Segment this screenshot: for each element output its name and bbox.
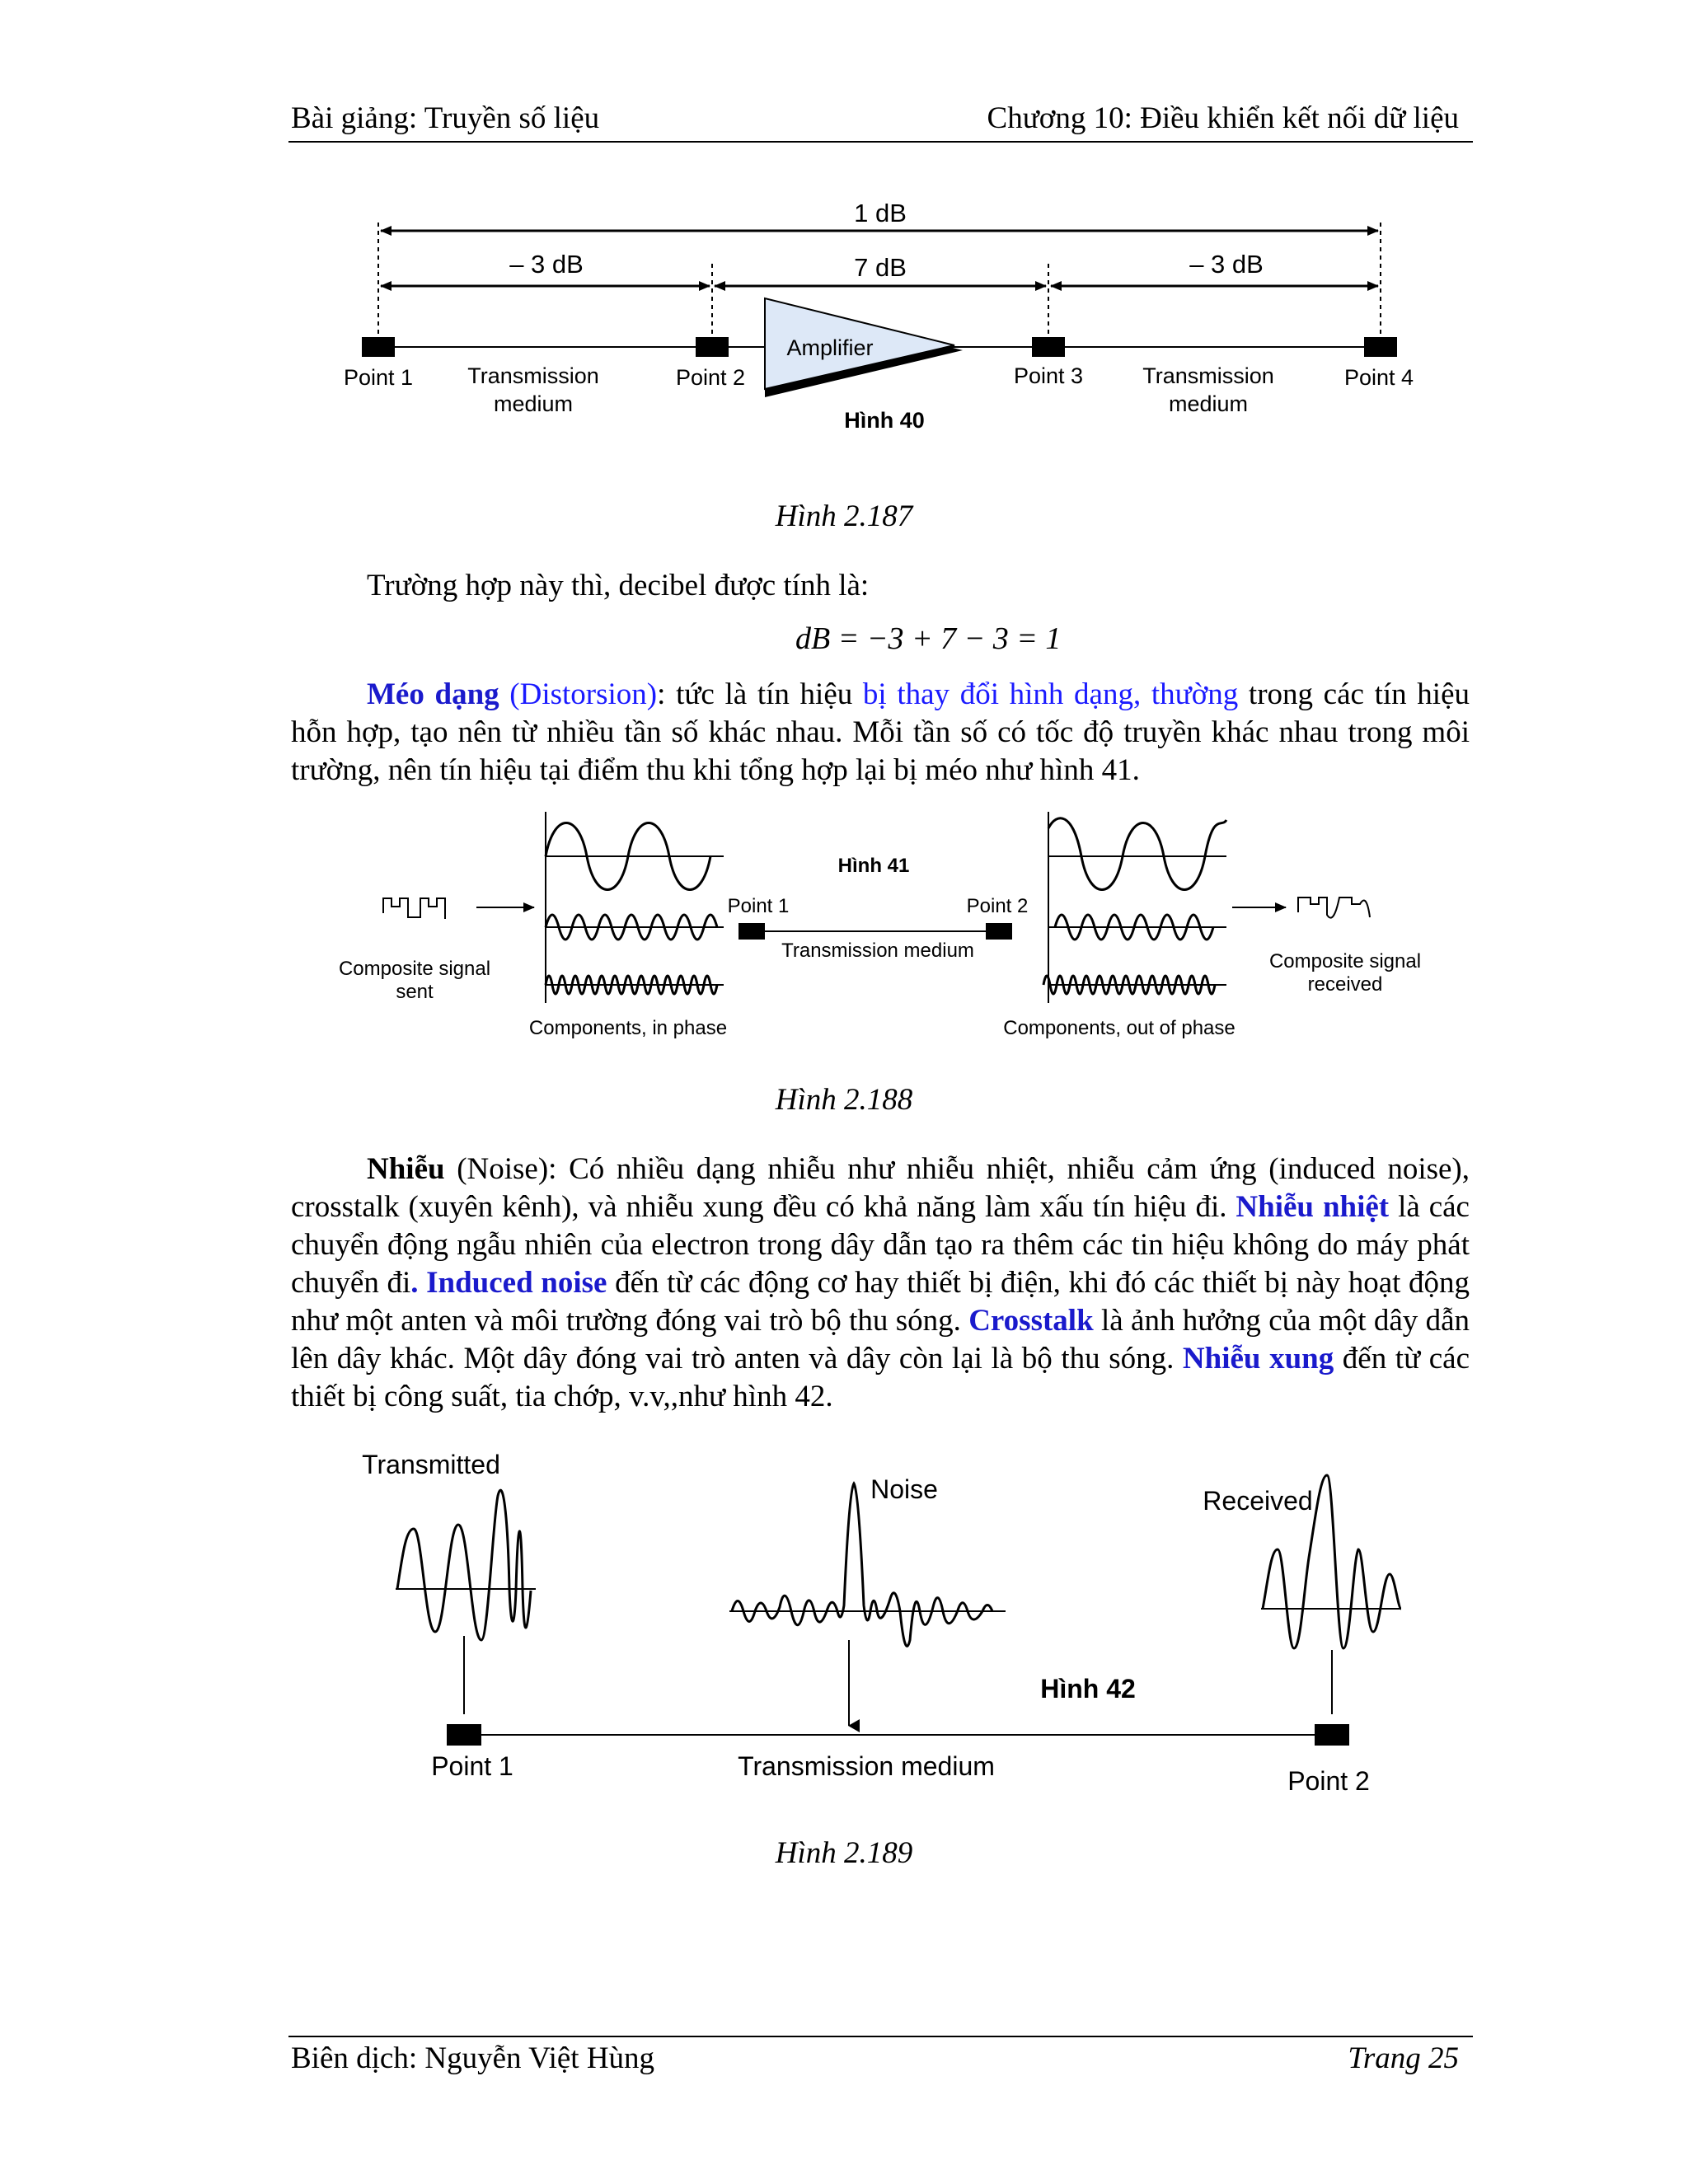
- fig41-point-1-block: [738, 923, 765, 940]
- decibel-intro-text: Trường hợp này thì, decibel được tính là:: [367, 569, 870, 602]
- point-3-block: [1032, 337, 1065, 357]
- sent-label-line1: Composite signal: [338, 958, 491, 980]
- footer-translator: Biên dịch: Nguyễn Việt Hùng: [291, 2041, 655, 2075]
- paragraph-decibel-intro: [291, 567, 1470, 605]
- distortion-highlight: bị thay đổi hình dạng, thường: [862, 677, 1239, 711]
- header-rule: [288, 141, 1473, 143]
- figure-41-label: Hình 41: [837, 855, 910, 877]
- fig42-point-2-block: [1315, 1724, 1349, 1746]
- point-4-label: Point 4: [1343, 365, 1414, 390]
- medium-left-line1: Transmission: [467, 363, 599, 388]
- paragraph-distortion: [291, 676, 1470, 790]
- header-course-title: Bài giảng: Truyền số liệu: [291, 101, 600, 135]
- in-phase-label: Components, in phase: [528, 1017, 728, 1039]
- left-loss-label: – 3 dB: [509, 250, 584, 279]
- induced-noise-text: đến từ các động cơ hay thiết bị điện, khi đó các thiết bị này hoạt động như một anten và môi trường đóng vai trò bộ thu sóng.: [291, 1266, 1470, 1338]
- total-db-label: 1 dB: [854, 199, 907, 227]
- point-2-label: Point 2: [675, 365, 746, 390]
- fig42-point-2-label: Point 2: [1287, 1766, 1370, 1796]
- received-label-line1: Composite signal: [1268, 950, 1422, 972]
- right-loss-label: – 3 dB: [1189, 250, 1264, 279]
- fig41-point-2-label: Point 2: [966, 895, 1029, 917]
- gain-label: 7 dB: [854, 253, 907, 282]
- sent-label-line2: sent: [396, 981, 434, 1003]
- induced-noise-term: . Induced noise: [410, 1266, 607, 1300]
- received-label-line2: received: [1307, 973, 1383, 996]
- footer-rule: [288, 2036, 1473, 2037]
- caption-figure-2-187: Hình 2.187: [775, 499, 913, 533]
- fig41-point-2-block: [986, 923, 1012, 940]
- distortion-rest: trong các tín hiệu hỗn hợp, tạo nên từ nhiều tần số khác nhau. Mỗi tần số có tốc độ truyền khác nhau trong môi trường, nên tín hiệu tại điểm thu khi tổng hợp lại bị méo như hình 41.: [291, 677, 1470, 787]
- medium-right-line1: Transmission: [1142, 363, 1274, 388]
- noise-label: Noise: [870, 1474, 938, 1504]
- point-1-block: [362, 337, 395, 357]
- crosstalk-term: Crosstalk: [968, 1304, 1094, 1338]
- point-3-label: Point 3: [1013, 363, 1084, 388]
- crosstalk-text: là ảnh hưởng của một dây dẫn lên dây khác. Một dây đóng vai trò anten và dây còn lại là bộ thu sóng.: [291, 1304, 1470, 1376]
- point-1-label: Point 1: [343, 365, 414, 390]
- header-chapter-title: Chương 10: Điều khiển kết nối dữ liệu: [987, 101, 1459, 135]
- amplifier-label: Amplifier: [786, 335, 874, 360]
- out-of-phase-label: Components, out of phase: [1003, 1017, 1236, 1039]
- figure-42-diagram: [346, 1434, 1426, 1805]
- impulse-noise-text: đến từ các thiết bị công suất, tia chớp, v.v,,như hình 42.: [291, 1342, 1470, 1413]
- noise-intro-text: (Noise): Có nhiều dạng nhiễu như nhiễu nhiệt, nhiễu cảm ứng (induced noise), crosstalk (xuyên kênh), và nhiễu xung đều có khả năng làm xấu tín hiệu đi.: [291, 1152, 1470, 1224]
- impulse-noise-term: Nhiễu xung: [1182, 1342, 1334, 1376]
- transmitted-signal-wave: [396, 1490, 536, 1640]
- medium-right-line2: medium: [1168, 391, 1249, 416]
- received-label: Received: [1203, 1486, 1313, 1516]
- footer-page-number: Trang 25: [1348, 2041, 1459, 2075]
- transmitted-label: Transmitted: [362, 1450, 500, 1479]
- paragraph-noise: [291, 1151, 1470, 1416]
- fig42-point-1-block: [447, 1724, 481, 1746]
- decibel-equation: dB = −3 + 7 − 3 = 1: [795, 621, 1062, 656]
- thermal-noise-text: là các chuyển động ngẫu nhiên của electron trong dây dẫn tạo ra thêm các tin hiệu không do máy phát chuyển đi: [291, 1190, 1470, 1300]
- components-in-phase-graph: [546, 812, 724, 1003]
- noise-signal-wave: [729, 1483, 1006, 1646]
- fig41-point-1-label: Point 1: [727, 895, 790, 917]
- composite-signal-sent-icon: [383, 898, 445, 919]
- figure-41-diagram: [330, 812, 1451, 1051]
- fig42-medium-label: Transmission medium: [738, 1751, 995, 1781]
- point-2-block: [696, 337, 729, 357]
- distortion-term: Méo dạng: [367, 677, 499, 711]
- thermal-noise-term: Nhiễu nhiệt: [1236, 1190, 1390, 1224]
- caption-figure-2-188: Hình 2.188: [775, 1083, 913, 1117]
- composite-signal-received-icon: [1298, 898, 1370, 918]
- figure-40-diagram: [313, 185, 1434, 449]
- point-4-block: [1364, 337, 1397, 357]
- figure-42-label: Hình 42: [1040, 1674, 1136, 1704]
- figure-40-label: Hình 40: [844, 408, 925, 433]
- noise-term: Nhiễu: [367, 1152, 445, 1186]
- distortion-term-en: (Distorsion): [499, 677, 658, 711]
- fig42-point-1-label: Point 1: [431, 1751, 513, 1781]
- caption-figure-2-189: Hình 2.189: [775, 1836, 913, 1870]
- components-out-of-phase-graph: [1043, 812, 1226, 1003]
- distortion-colon-text: : tức là tín hiệu: [657, 677, 863, 711]
- fig41-medium-label: Transmission medium: [781, 940, 974, 962]
- medium-left-line2: medium: [493, 391, 574, 416]
